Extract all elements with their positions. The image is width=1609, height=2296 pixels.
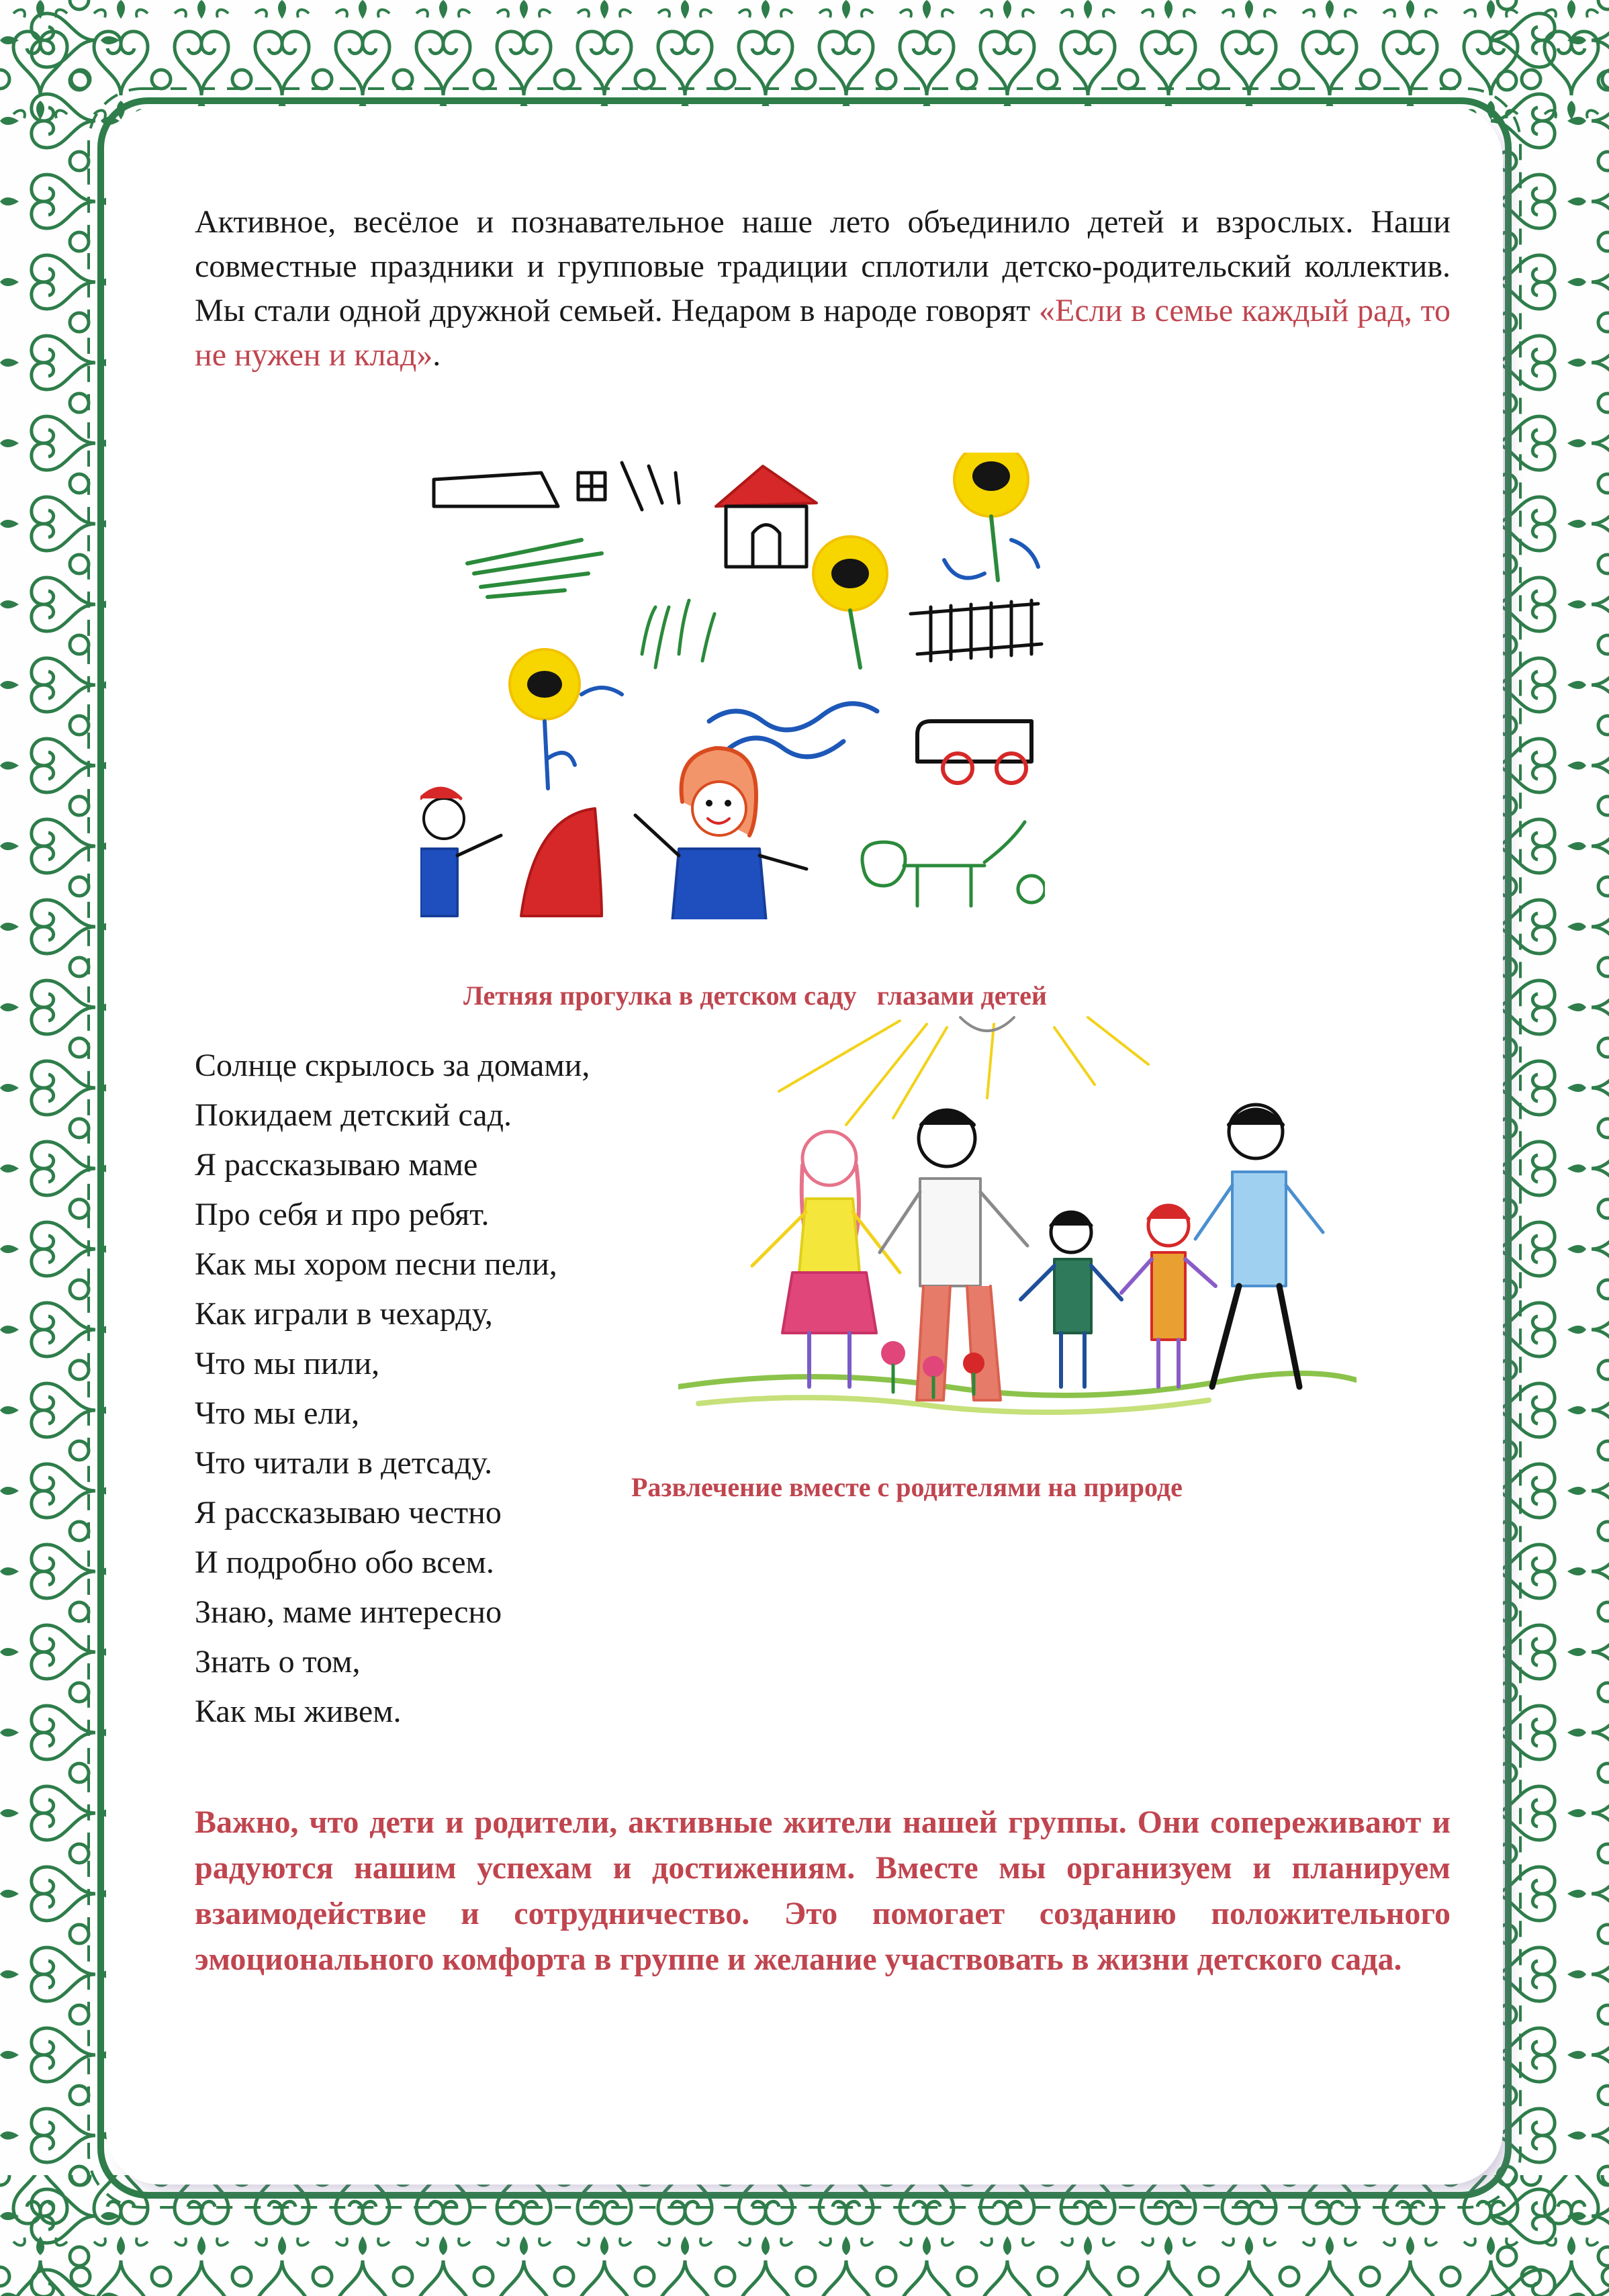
- poem-line: Про себя и про ребят.: [195, 1197, 490, 1232]
- intro-text: Активное, весёлое и познавательное наше лето объединило детей и взрослых. Наши совместные праздники и групповые традиции сплотили детско-родительский коллектив. Мы стали одной дружной семьей. Недаром в народе говорят: [195, 204, 1451, 328]
- proverb-quote: «Если в семье каждый рад, то не нужен и клад»: [195, 293, 1451, 373]
- poem-line: Что мы ели,: [195, 1395, 360, 1431]
- closing-paragraph: Важно, что дети и родители, активные жители нашей группы. Они сопереживают и радуются нашим успехам и достижениям. Вместе мы организуем и планируем взаимодействие и сотрудничество. Это помогает созданию положительного эмоционального комфорта в группе и желание участвовать в жизни детского сада.: [195, 1804, 1451, 1977]
- intro-period: .: [432, 337, 441, 373]
- poem-line: Я рассказываю маме: [195, 1147, 478, 1183]
- poem-line: Знаю, маме интересно: [195, 1594, 502, 1630]
- intro-paragraph: [195, 200, 1451, 377]
- children-drawing-family-outing: [678, 1011, 1357, 1440]
- poem-line: Как играли в чехарду,: [195, 1296, 493, 1332]
- poem-line: Я рассказываю честно: [195, 1495, 502, 1530]
- poem: [195, 1041, 590, 1737]
- poem-line: Что читали в детсаду.: [195, 1445, 493, 1481]
- drawing-caption-summer-walk: Летняя прогулка в детском саду глазами детей: [463, 980, 1047, 1011]
- poem-line: Как мы хором песни пели,: [195, 1246, 557, 1282]
- poem-line: Знать о том,: [195, 1644, 361, 1680]
- drawing-caption-family-outing: Развлечение вместе с родителями на природе: [631, 1472, 1183, 1502]
- poem-line: Солнце скрылось за домами,: [195, 1048, 590, 1083]
- poem-line: И подробно обо всем.: [195, 1545, 494, 1580]
- poem-line: Покидаем детский сад.: [195, 1097, 512, 1133]
- poem-line: Что мы пили,: [195, 1346, 380, 1381]
- children-drawing-summer-walk: [420, 453, 1045, 919]
- poem-line: Как мы живем.: [195, 1694, 402, 1729]
